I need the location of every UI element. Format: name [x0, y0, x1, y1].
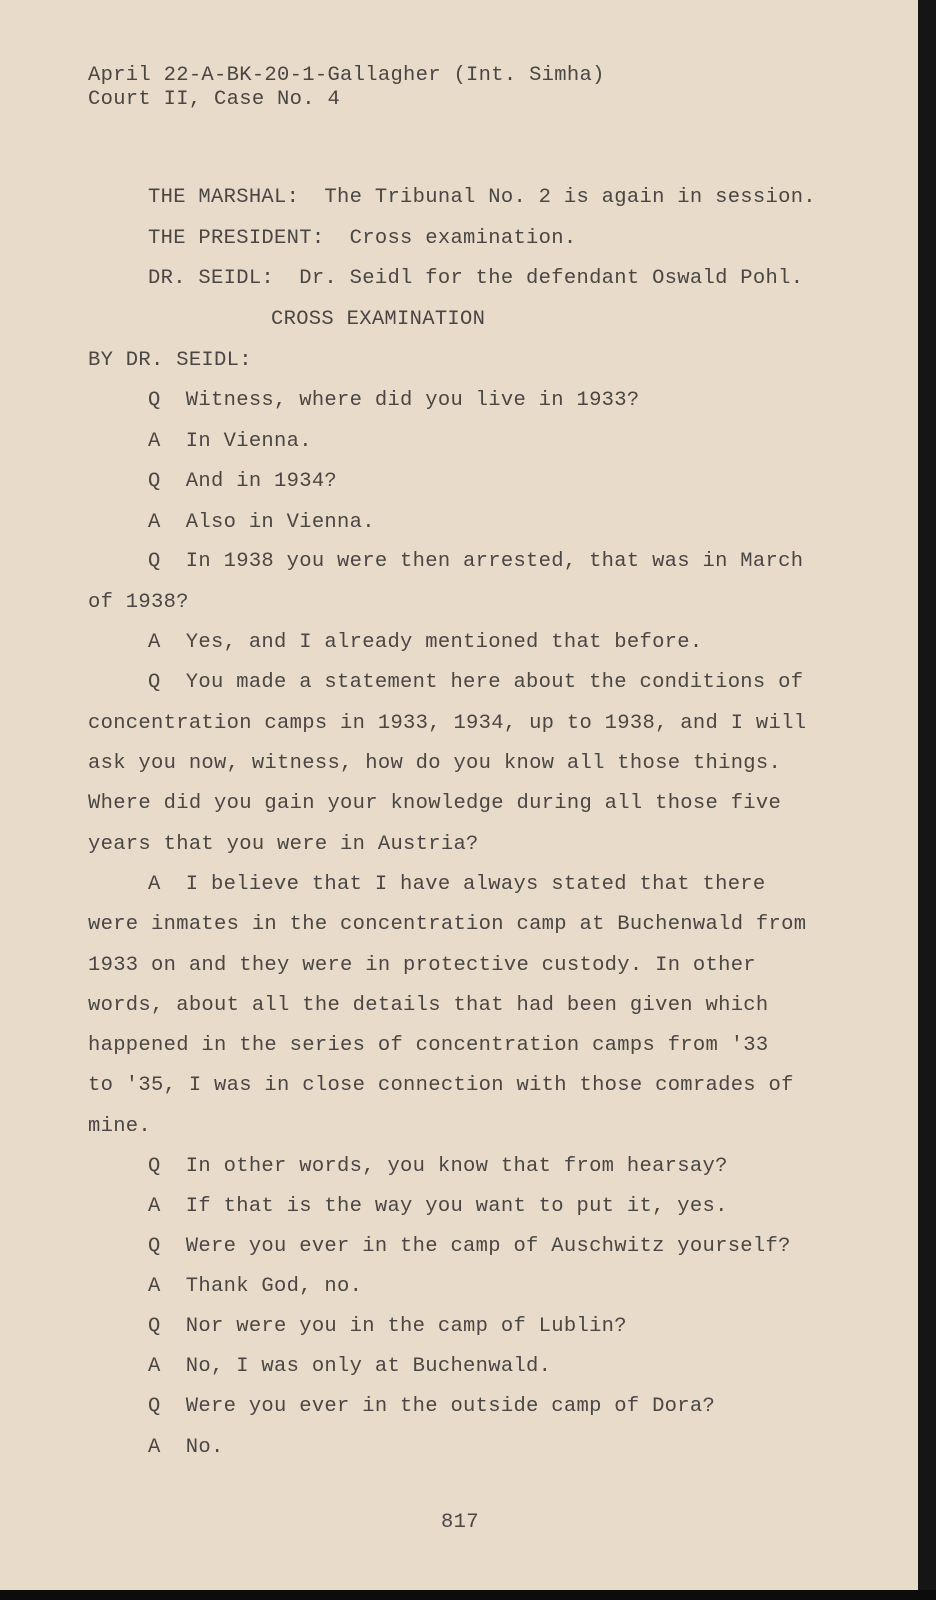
- text-line: Q In other words, you know that from hearsay?: [148, 1155, 728, 1178]
- text-line: A I believe that I have always stated that there: [148, 873, 766, 896]
- text-line: words, about all the details that had been given which: [88, 994, 769, 1017]
- text-line: happened in the series of concentration camps from '33: [88, 1034, 769, 1057]
- text-line: Q Witness, where did you live in 1933?: [148, 389, 640, 412]
- text-line: of 1938?: [88, 591, 189, 614]
- text-line: THE PRESIDENT: Cross examination.: [148, 227, 577, 250]
- text-line: A No.: [148, 1436, 224, 1459]
- text-line: A If that is the way you want to put it, yes.: [148, 1195, 728, 1218]
- text-line: 1933 on and they were in protective custody. In other: [88, 954, 756, 977]
- header-line-1: April 22-A-BK-20-1-Gallagher (Int. Simha): [88, 64, 605, 87]
- page-number: 817: [441, 1511, 479, 1534]
- scan-border-bottom: [0, 1590, 936, 1600]
- section-heading: CROSS EXAMINATION: [271, 308, 486, 331]
- text-line: Q And in 1934?: [148, 470, 338, 493]
- text-line: A Also in Vienna.: [148, 511, 375, 534]
- text-line: were inmates in the concentration camp at Buchenwald from: [88, 913, 807, 936]
- text-line: mine.: [88, 1115, 152, 1138]
- text-line: years that you were in Austria?: [88, 833, 479, 856]
- scan-border-right: [918, 0, 936, 1600]
- text-line: A No, I was only at Buchenwald.: [148, 1355, 552, 1378]
- text-line: Q Were you ever in the outside camp of Dora?: [148, 1395, 716, 1418]
- text-line: concentration camps in 1933, 1934, up to 1938, and I will: [88, 712, 807, 735]
- text-line: Q Nor were you in the camp of Lublin?: [148, 1315, 627, 1338]
- text-line: Where did you gain your knowledge during all those five: [88, 792, 782, 815]
- text-line: ask you now, witness, how do you know all those things.: [88, 752, 782, 775]
- text-line: Q You made a statement here about the conditions of: [148, 671, 804, 694]
- text-line: Q Were you ever in the camp of Auschwitz yourself?: [148, 1235, 791, 1258]
- text-line: A Yes, and I already mentioned that before.: [148, 631, 703, 654]
- text-line: Q In 1938 you were then arrested, that was in March: [148, 550, 804, 573]
- text-line: BY DR. SEIDL:: [88, 349, 252, 372]
- header-line-2: Court II, Case No. 4: [88, 88, 341, 111]
- text-line: A Thank God, no.: [148, 1275, 363, 1298]
- text-line: DR. SEIDL: Dr. Seidl for the defendant Oswald Pohl.: [148, 267, 804, 290]
- text-line: THE MARSHAL: The Tribunal No. 2 is again in session.: [148, 186, 816, 209]
- text-line: to '35, I was in close connection with those comrades of: [88, 1074, 794, 1097]
- text-line: A In Vienna.: [148, 430, 312, 453]
